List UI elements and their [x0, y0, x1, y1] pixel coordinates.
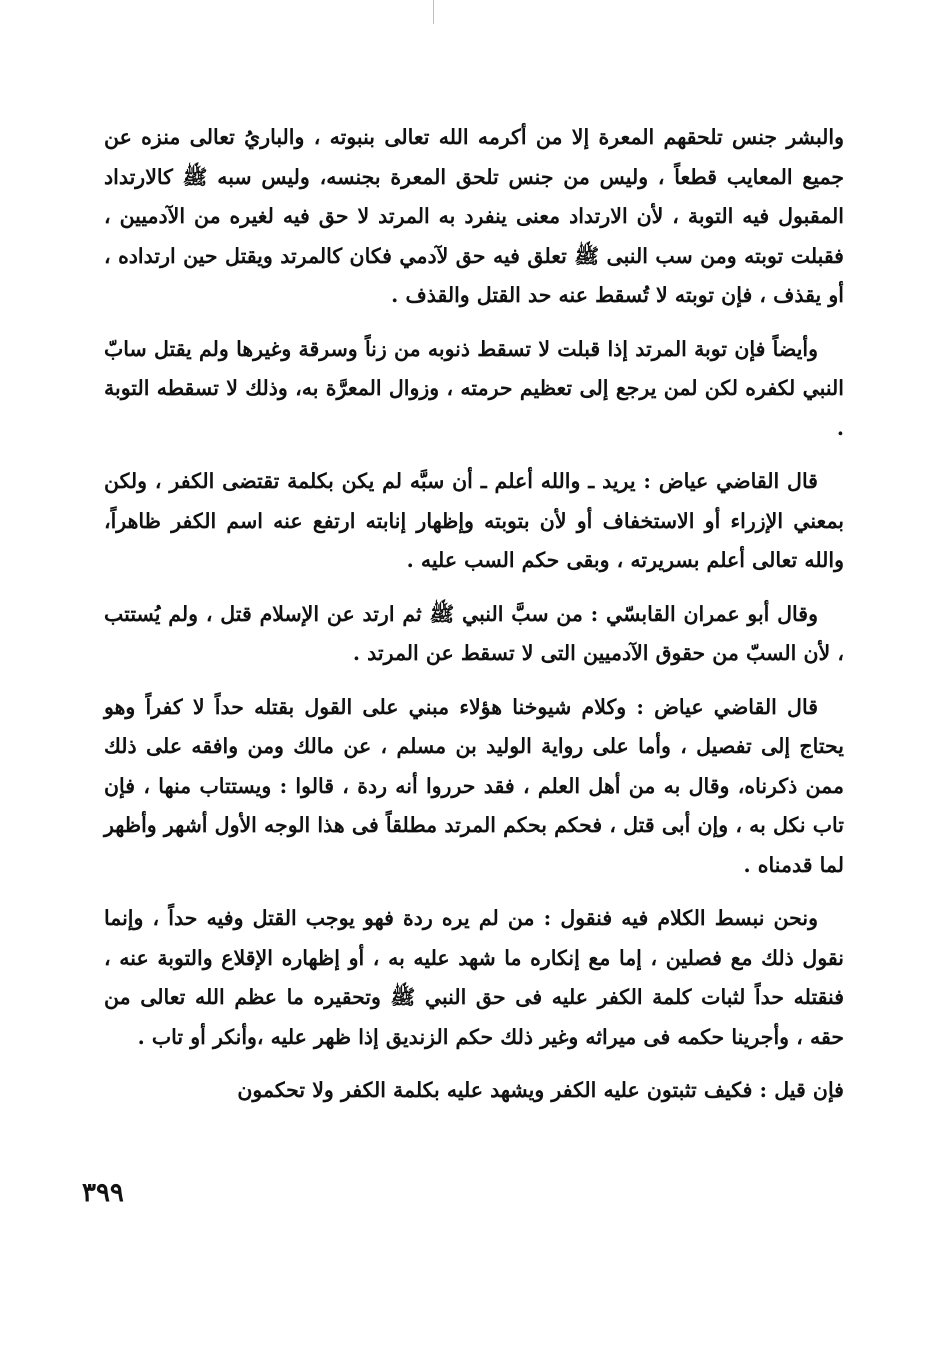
- paragraph-2: وأيضاً فإن توبة المرتد إذا قبلت لا تسقط ذنوبه من زناً وسرقة وغيرها ولم يقتل سابّ النبي لكفره لكن لمن يرجع إلى تعظيم حرمته ، وزوال المعرَّة به، وذلك لا تسقطه التوبة .: [104, 336, 844, 440]
- body-text: [104, 118, 844, 1125]
- page-number: ٣٩٩: [82, 1178, 124, 1208]
- paragraph-3: قال القاضي عياض : يريد ـ والله أعلم ـ أن سبَّه لم يكن بكلمة تقتضى الكفر ، ولكن بمعني الإزراء أو الاستخفاف أو لأن بتوبته وإظهار إنابته ارتفع عنه اسم الكفر ظاهراً، والله تعالى أعلم بسريرته ، وبقى حكم السب عليه .: [104, 469, 844, 572]
- scan-mark: [433, 0, 434, 24]
- paragraph-5: قال القاضي عياض : وكلام شيوخنا هؤلاء مبني على القول بقتله حداً لا كفراً وهو يحتاج إلى تفصيل ، وأما على رواية الوليد بن مسلم ، عن مالك ومن وافقه على ذلك ممن ذكرناه، وقال به من أهل العلم ، فقد حرروا أنه ردة ، قالوا : ويستتاب منها ، فإن تاب نكل به ، وإن أبى قتل ، فحكم بحكم المرتد مطلقاً فى هذا الوجه الأول أشهر وأظهر لما قدمناه .: [104, 694, 844, 877]
- paragraph-1: والبشر جنس تلحقهم المعرة إلا من أكرمه الله تعالى بنبوته ، والباريُ تعالى منزه عن جميع المعايب قطعاً ، وليس من جنس تلحق المعرة بجنسه، وليس سبه ﷺ كالارتداد المقبول فيه التوبة ، لأن الارتداد معنى ينفرد به المرتد لا حق فيه لغيره من الآدميين ، فقبلت توبته ومن سب النبى ﷺ تعلق فيه حق لآدمي فكان كالمرتد ويقتل حين ارتداده ، أو يقذف ، فإن توبته لا تُسقط عنه حد القتل والقذف .: [104, 125, 844, 307]
- paragraph-6: ونحن نبسط الكلام فيه فنقول : من لم يره ردة فهو يوجب القتل وفيه حداً ، وإنما نقول ذلك مع فصلين ، إما مع إنكاره ما شهد عليه به ، أو إظهاره الإقلاع والتوبة عنه ، فنقتله حداً لثبات كلمة الكفر عليه فى حق النبي ﷺ وتحقيره ما عظم الله تعالى من حقه ، وأجرينا حكمه فى ميراثه وغير ذلك حكم الزنديق إذا ظهر عليه ،وأنكر أو تاب .: [104, 906, 844, 1049]
- paragraph-7: فإن قيل : فكيف تثبتون عليه الكفر ويشهد عليه بكلمة الكفر ولا تحكمون: [237, 1078, 844, 1102]
- paragraph-4: وقال أبو عمران القابسّي : من سبَّ النبي ﷺ ثم ارتد عن الإسلام قتل ، ولم يُستتب ، لأن السبّ من حقوق الآدميين التى لا تسقط عن المرتد .: [104, 601, 844, 665]
